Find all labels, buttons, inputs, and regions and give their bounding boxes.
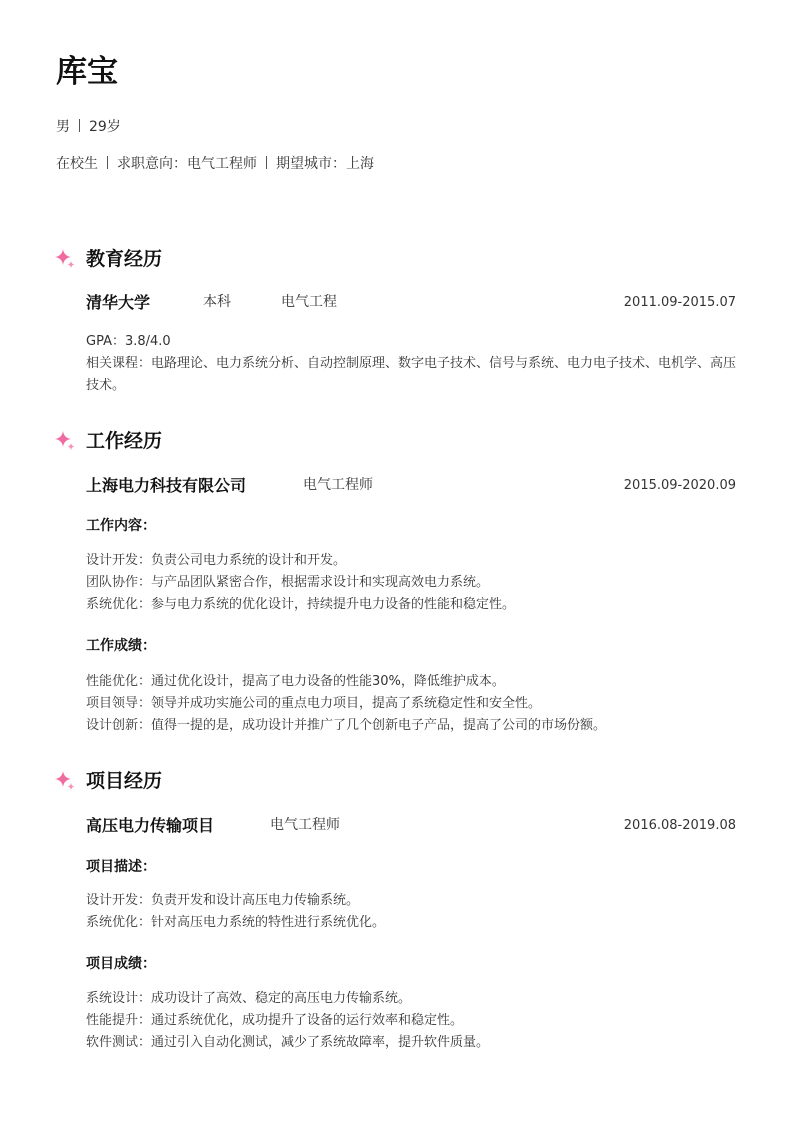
work-achievement-item: 性能优化：通过优化设计，提高了电力设备的性能30%，降低维护成本。 — [86, 674, 505, 689]
job-intent: 求职意向：电气工程师 — [117, 156, 257, 172]
project-desc-list — [86, 890, 736, 934]
divider — [107, 156, 108, 169]
work-date: 2015.09-2020.09 — [623, 478, 736, 493]
work-role: 电气工程师 — [303, 477, 373, 493]
work-content-list — [86, 550, 736, 616]
courses: 相关课程：电路理论、电力系统分析、自动控制原理、数字电子技术、信号与系统、电力电子技术、电机学、高压技术。 — [86, 356, 737, 393]
project-name: 高压电力传输项目 — [86, 816, 215, 835]
gender: 男 — [56, 119, 70, 135]
divider — [266, 156, 267, 169]
project-desc-item: 系统优化：针对高压电力系统的特性进行系统优化。 — [86, 915, 386, 930]
divider — [79, 119, 80, 132]
project-section-title: 项目经历 — [86, 770, 163, 792]
work-content-item: 设计开发：负责公司电力系统的设计和开发。 — [86, 553, 347, 568]
work-content-title: 工作内容： — [86, 518, 156, 534]
company-name: 上海电力科技有限公司 — [86, 476, 247, 495]
project-role: 电气工程师 — [270, 817, 340, 833]
project-desc-title: 项目描述： — [86, 859, 156, 875]
degree: 本科 — [203, 294, 231, 310]
project-result-title: 项目成绩： — [86, 956, 156, 972]
education-date: 2011.09-2015.07 — [623, 295, 736, 310]
work-achieve-title: 工作成绩： — [86, 638, 156, 654]
work-section-title: 工作经历 — [86, 430, 163, 452]
work-achievement-item: 设计创新：值得一提的是，成功设计并推广了几个创新电子产品，提高了公司的市场份额。 — [86, 718, 607, 733]
age: 29岁 — [89, 119, 121, 135]
education-section-title: 教育经历 — [86, 248, 163, 270]
major: 电气工程 — [281, 294, 337, 310]
project-date: 2016.08-2019.08 — [623, 818, 736, 833]
job-intent-info — [56, 154, 374, 174]
project-desc-item: 设计开发：负责开发和设计高压电力传输系统。 — [86, 893, 360, 908]
sparkle-icon — [54, 770, 76, 792]
gpa: GPA：3.8/4.0 — [86, 334, 171, 349]
sparkle-icon — [54, 248, 76, 270]
education-details — [86, 331, 736, 397]
work-content-item: 团队协作：与产品团队紧密合作，根据需求设计和实现高效电力系统。 — [86, 575, 490, 590]
work-content-item: 系统优化：参与电力系统的优化设计，持续提升电力设备的性能和稳定性。 — [86, 597, 516, 612]
work-achievement-list — [86, 671, 736, 737]
project-result-item: 性能提升：通过系统优化，成功提升了设备的运行效率和稳定性。 — [86, 1013, 464, 1028]
project-result-list — [86, 988, 736, 1054]
school-name: 清华大学 — [86, 293, 151, 312]
work-achievement-item: 项目领导：领导并成功实施公司的重点电力项目，提高了系统稳定性和安全性。 — [86, 696, 542, 711]
basic-info — [56, 117, 121, 137]
expected-city: 期望城市：上海 — [276, 156, 374, 172]
project-result-item: 软件测试：通过引入自动化测试，减少了系统故障率，提升软件质量。 — [86, 1035, 490, 1050]
student-status: 在校生 — [56, 156, 98, 172]
candidate-name: 库宝 — [56, 54, 118, 90]
sparkle-icon — [54, 430, 76, 452]
project-result-item: 系统设计：成功设计了高效、稳定的高压电力传输系统。 — [86, 991, 412, 1006]
